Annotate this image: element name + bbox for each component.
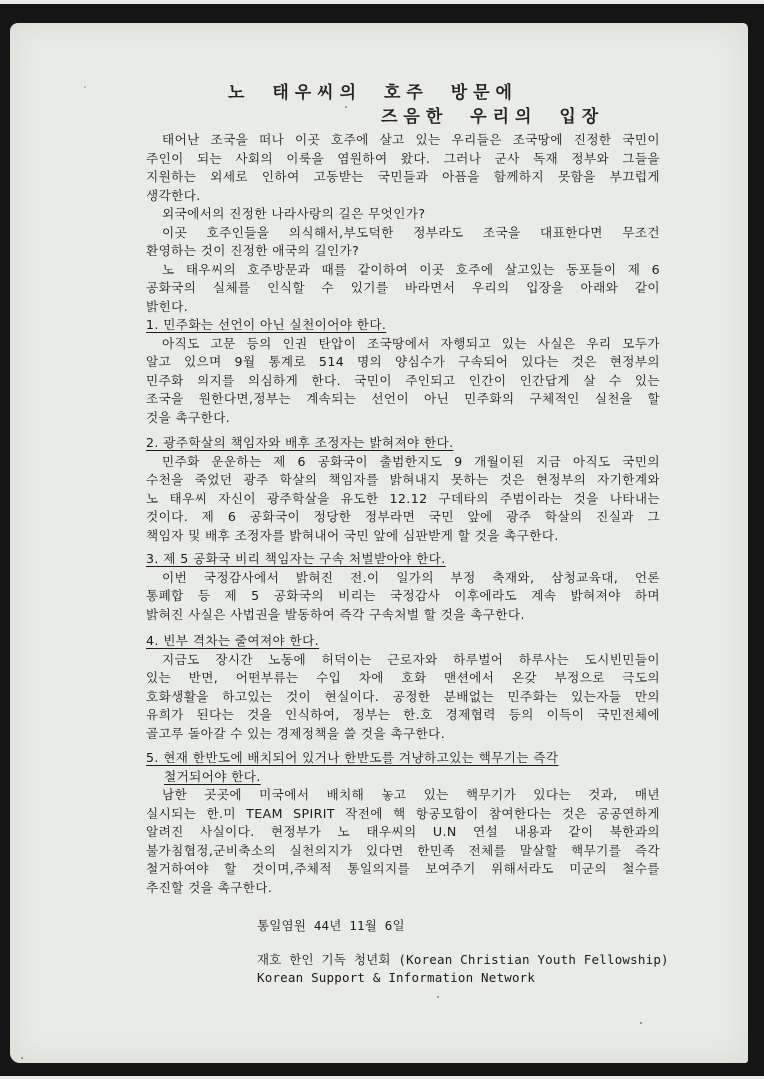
intro-line: 태어난 조국을 떠나 이곳 호주에 살고 있는 우리들은 조국땅에 진정한 국민이 <box>162 132 660 147</box>
section-line: 남한 곳곳에 미국에서 배치해 놓고 있는 핵무기가 있다는 것과, 매년 <box>162 787 660 802</box>
intro-line: 생각한다. <box>146 187 201 203</box>
section-heading: 1. 민주화는 선언이 아닌 실천이어야 한다. <box>146 317 387 332</box>
section-line: 수천을 죽었던 광주 학살의 책임자를 밝혀내지 못하는 것은 현정부의 자기한계와 <box>146 472 660 487</box>
section-line: 통폐합 등 제 5 공화국의 비리는 국정감사 이후에라도 계속 밝혀져야 하며 <box>146 588 660 603</box>
section-line: 실시되는 한.미 TEAM SPIRIT 작전에 핵 항공모함이 참여한다는 것은 공공연하게 <box>146 805 660 821</box>
intro-line: 밝힌다. <box>146 298 189 314</box>
section-line: 이번 국정감사에서 밝혀진 전.이 일가의 부정 축재와, 삼청교육대, 언론 <box>162 569 660 585</box>
section-heading: 3. 제 5 공화국 비리 책임자는 구속 처벌받아야 한다. <box>146 551 446 566</box>
document-title-line-2: 즈음한 우리의 입장 <box>381 107 605 127</box>
section-line: 유희가 된다는 것을 인식하여, 정부는 한.호 경제협력 등의 이득이 국민전체에 <box>146 707 660 722</box>
section-line: 지금도 장시간 노동에 허덕이는 근로자와 하루벌어 하루사는 도시빈민들이 <box>162 651 660 667</box>
intro-line: 주인이 되는 사회의 이룩을 염원하여 왔다. 그러나 군사 독재 정부와 그들을 <box>146 150 660 166</box>
intro-line: 노 태우씨의 호주방문과 때를 같이하여 이곳 호주에 살고있는 동포들이 제 6 <box>162 261 660 277</box>
section-line: 책임자 및 배후 조정자를 밝혀내어 국민 앞에 심판받게 할 것을 촉구한다. <box>146 527 559 543</box>
scan-speck <box>345 106 347 108</box>
section-line: 것을 촉구한다. <box>146 409 231 425</box>
section-line: 조국을 원한다면,정부는 계속되는 선언이 아닌 민주화의 구체적인 실천을 할 <box>146 391 660 406</box>
section-line: 있는 반면, 어떤부류는 수입 차에 호화 맨션에서 온갖 부정으로 극도의 <box>146 670 660 685</box>
section-line: 추진할 것을 촉구한다. <box>146 879 273 895</box>
section-line: 아직도 고문 등의 인권 탄압이 조국땅에서 자행되고 있는 사실은 우리 모두가 <box>162 335 660 351</box>
scan-speck <box>640 1022 642 1024</box>
signature-organization-korean: 재호 한인 기독 청년회 (Korean Christian Youth Fellowship) <box>257 952 669 967</box>
section-line: 철거하여야 할 것이며,주체적 통일의지를 보여주기 위해서라도 미군의 철수를 <box>146 861 660 876</box>
section-line: 노 태우씨 자신이 광주학살을 유도한 12.12 구데타의 주범이라는 것을 나타내는 <box>146 490 660 506</box>
section-heading-continuation: 철거되어야 한다. <box>164 768 261 784</box>
section-heading: 2. 광주학살의 책임자와 배후 조정자는 밝혀져야 한다. <box>146 435 454 450</box>
scan-speck <box>437 996 439 998</box>
section-heading: 5. 현재 한반도에 배치되어 있거나 한반도를 겨냥하고있는 핵무기는 즉각 <box>146 750 559 765</box>
section-line: 것이다. 제 6 공화국이 정당한 정부라면 국민 앞에 광주 학살의 진실과 그 <box>146 509 660 524</box>
section-line: 호화생활을 하고있는 것이 현실이다. 공정한 분배없는 민주화는 있는자들 만의 <box>146 688 660 704</box>
intro-line: 지원하는 외세로 인하여 고동받는 국민들과 아픔을 함께하지 못함을 부끄럽게 <box>146 169 660 184</box>
signature-organization-english: Korean Support & Information Network <box>257 970 536 985</box>
document-title-line-1: 노 태우씨의 호주 방문에 <box>228 83 518 103</box>
intro-line: 이곳 호주인들을 의식해서,부도덕한 정부라도 조국을 대표한다면 무조건 <box>162 224 660 240</box>
section-line: 밝혀진 사실은 사법권을 발동하여 즉각 구속처벌 할 것을 촉구한다. <box>146 606 525 622</box>
scan-speck <box>21 1057 23 1059</box>
signature-date: 통일염원 44년 11월 6일 <box>257 918 405 933</box>
intro-line: 환영하는 것이 진정한 애국의 길인가? <box>146 243 360 258</box>
section-line: 민주화 운운하는 제 6 공화국이 출범한지도 9 개월이된 지금 아직도 국민의 <box>162 453 660 469</box>
scan-speck <box>84 86 86 88</box>
section-line: 알고 있으며 9월 통계로 514 명의 양심수가 구속되어 있다는 것은 현정부의 <box>146 354 660 369</box>
section-line: 민주화 의지를 의심하게 한다. 국민이 주인되고 인간이 인간답게 살 수 있는 <box>146 372 660 388</box>
section-line: 불가침협정,군비축소의 실천의지가 있다면 한민족 전체를 말살할 핵무기를 즉각 <box>146 842 660 858</box>
intro-line: 외국에서의 진정한 나라사랑의 길은 무엇인가? <box>162 206 426 221</box>
intro-line: 공화국의 실체를 인식할 수 있기를 바라면서 우리의 입장을 아래와 같이 <box>146 280 660 295</box>
section-line: 알려진 사실이다. 현정부가 노 태우씨의 U.N 연설 내용과 같이 북한과의 <box>146 824 660 839</box>
section-line: 골고루 돌아갈 수 있는 경제정책을 쓸 것을 촉구한다. <box>146 725 446 741</box>
section-heading: 4. 빈부 격차는 줄여져야 한다. <box>146 633 320 648</box>
